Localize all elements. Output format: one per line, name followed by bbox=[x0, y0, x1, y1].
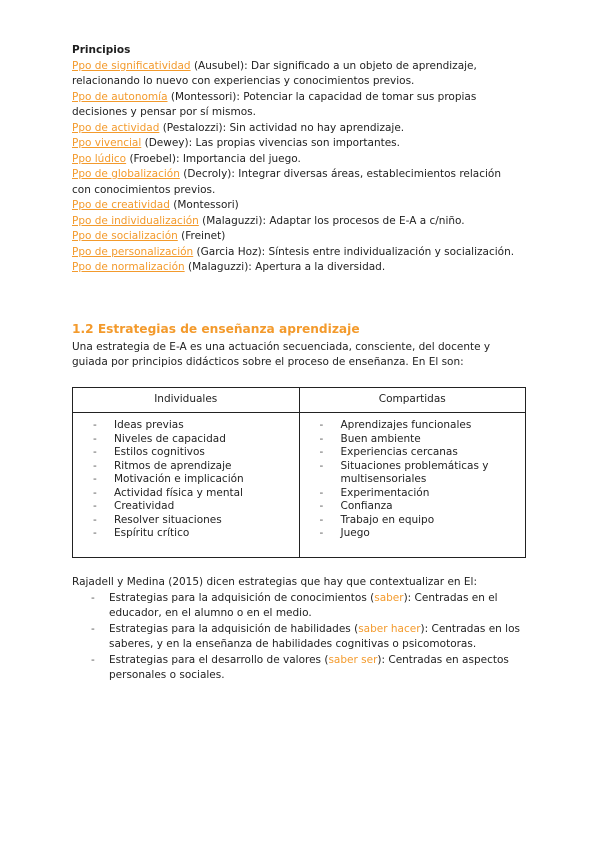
list-item: - Confianza bbox=[320, 500, 522, 514]
list-item: - Creatividad bbox=[93, 500, 295, 514]
list-item: - Experiencias cercanas bbox=[320, 446, 522, 460]
saber-hacer-tag: saber hacer bbox=[358, 622, 421, 635]
item-text-post: ): Centradas en el educador, en el alumno o en el medio. bbox=[109, 591, 498, 619]
principle-link[interactable]: Ppo de personalización bbox=[72, 245, 194, 258]
list-item: - Niveles de capacidad bbox=[93, 433, 295, 447]
item-text-post: ): Centradas en aspectos personales o sociales. bbox=[109, 653, 509, 681]
principle-item bbox=[72, 198, 522, 214]
item-text-pre: Estrategias para la adquisición de conocimientos ( bbox=[109, 591, 375, 604]
rajadell-intro: Rajadell y Medina (2015) dicen estrategias que hay que contextualizar en El: bbox=[72, 576, 478, 588]
list-item: - Ritmos de aprendizaje bbox=[93, 460, 295, 474]
individuales-cell bbox=[73, 413, 300, 558]
rajadell-section bbox=[72, 575, 522, 684]
item-text-pre: Estrategias para el desarrollo de valores ( bbox=[109, 653, 329, 666]
principle-link[interactable]: Ppo de globalización bbox=[72, 168, 180, 180]
item-text-pre: Estrategias para la adquisición de habilidades ( bbox=[109, 622, 359, 635]
principle-item bbox=[72, 229, 522, 245]
list-item: - Resolver situaciones bbox=[93, 514, 295, 528]
principle-desc: (Garcia Hoz): Síntesis entre individualización y socialización. bbox=[193, 245, 515, 258]
list-item bbox=[72, 622, 522, 653]
list-item: - Experimentación bbox=[320, 487, 522, 501]
principle-desc: (Ausubel): Dar significado a un objeto de aprendizaje, relacionando lo nuevo con experiencias y conocimientos previos. bbox=[72, 59, 477, 87]
principle-link[interactable]: Ppo de creatividad bbox=[72, 199, 170, 211]
principle-item bbox=[72, 59, 522, 90]
list-item bbox=[72, 591, 522, 622]
principle-item bbox=[72, 167, 522, 198]
principles-heading: Principios bbox=[72, 44, 131, 56]
principle-link[interactable]: Ppo de socialización bbox=[72, 230, 178, 242]
list-item: - Ideas previas bbox=[93, 419, 295, 433]
principles-section bbox=[72, 43, 522, 276]
list-item: - Actividad física y mental bbox=[93, 487, 295, 501]
principle-link[interactable]: Ppo de significatividad bbox=[72, 59, 191, 72]
principle-desc: (Pestalozzi): Sin actividad no hay aprendizaje. bbox=[159, 121, 405, 134]
principle-link[interactable]: Ppo de actividad bbox=[72, 121, 160, 134]
list-item: - Buen ambiente bbox=[320, 433, 522, 447]
principle-desc: (Montessori) bbox=[169, 199, 239, 211]
principle-desc: (Decroly): Integrar diversas áreas, establecimientos relación con conocimientos previos. bbox=[72, 168, 501, 196]
section-intro: Una estrategia de E-A es una actuación secuenciada, consciente, del docente y guiada por principios didácticos sobre el proceso de enseñanza. En El son: bbox=[72, 340, 491, 368]
list-item: - Trabajo en equipo bbox=[320, 514, 522, 528]
individuales-list bbox=[93, 419, 295, 541]
principle-desc: (Froebel): Importancia del juego. bbox=[126, 152, 301, 165]
principle-link[interactable]: Ppo de individualización bbox=[72, 214, 199, 227]
principle-item bbox=[72, 214, 522, 230]
principle-desc: (Dewey): Las propias vivencias son importantes. bbox=[141, 137, 400, 149]
list-item: - Espíritu crítico bbox=[93, 527, 295, 541]
list-item bbox=[72, 653, 522, 684]
saber-tag: saber bbox=[374, 591, 404, 604]
list-item: - Motivación e implicación bbox=[93, 473, 295, 487]
table-header-individuales: Individuales bbox=[73, 388, 300, 413]
strategies-section bbox=[72, 322, 522, 371]
principle-desc: (Malaguzzi): Apertura a la diversidad. bbox=[184, 261, 386, 273]
rajadell-list bbox=[72, 591, 522, 684]
principle-item bbox=[72, 136, 522, 152]
principle-desc: (Freinet) bbox=[177, 230, 226, 242]
list-item: - Situaciones problemáticas y multisensoriales bbox=[320, 460, 522, 487]
principle-item bbox=[72, 245, 522, 261]
compartidas-cell bbox=[299, 413, 526, 558]
principle-item bbox=[72, 152, 522, 168]
compartidas-list bbox=[320, 419, 522, 541]
principle-link[interactable]: Ppo de normalización bbox=[72, 261, 185, 273]
principle-item bbox=[72, 121, 522, 137]
principle-desc: (Malaguzzi): Adaptar los procesos de E-A a c/niño. bbox=[198, 214, 465, 227]
list-item: - Aprendizajes funcionales bbox=[320, 419, 522, 433]
list-item: - Estilos cognitivos bbox=[93, 446, 295, 460]
principle-link[interactable]: Ppo vivencial bbox=[72, 137, 142, 149]
principle-link[interactable]: Ppo lúdico bbox=[72, 152, 127, 165]
section-title: 1.2 Estrategias de enseñanza aprendizaje bbox=[72, 322, 360, 336]
list-item: - Juego bbox=[320, 527, 522, 541]
principle-item bbox=[72, 260, 522, 276]
principle-desc: (Montessori): Potenciar la capacidad de tomar sus propias decisiones y pensar por sí mismos. bbox=[72, 90, 477, 118]
table-header-compartidas: Compartidas bbox=[299, 388, 526, 413]
principle-link[interactable]: Ppo de autonomía bbox=[72, 90, 168, 103]
strategies-table bbox=[72, 387, 526, 558]
item-text-post: ): Centradas en los saberes, y en la enseñanza de habilidades cognitivas o psicomotoras. bbox=[109, 622, 520, 650]
saber-ser-tag: saber ser bbox=[328, 653, 378, 666]
principle-item bbox=[72, 90, 522, 121]
